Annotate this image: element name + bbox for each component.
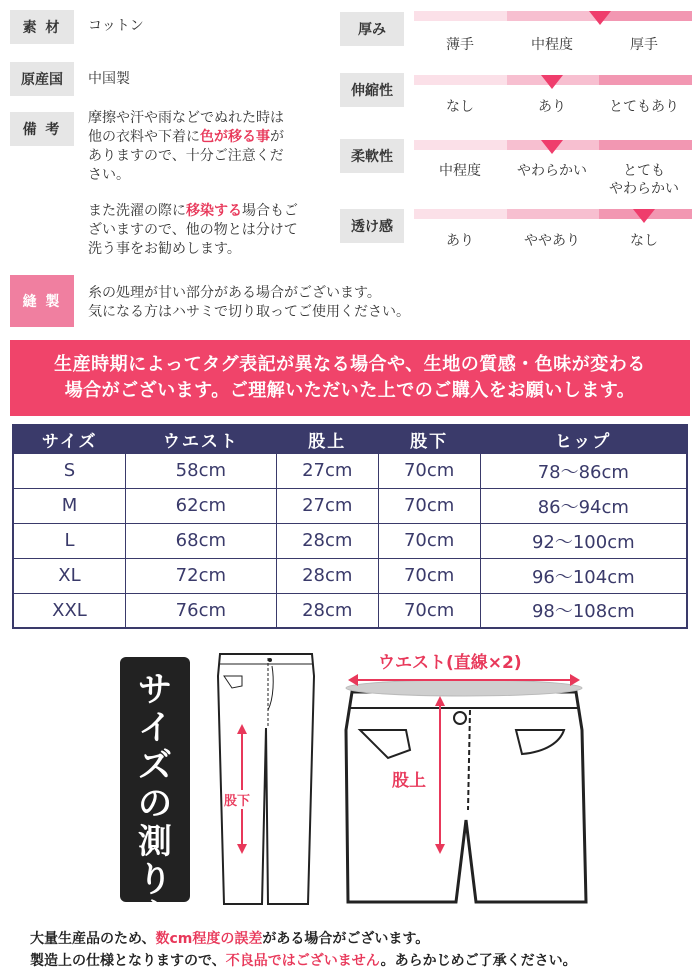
rating-option: とても やわらかい: [609, 163, 679, 197]
table-cell: 58cm: [125, 453, 276, 488]
header-size: サイズ: [13, 425, 125, 453]
rating-marker: [541, 75, 563, 89]
table-cell: L: [13, 523, 125, 558]
table-row: [13, 453, 687, 488]
rating-option: やわらかい: [517, 163, 587, 179]
table-cell: 27cm: [276, 488, 378, 523]
table-cell: 68cm: [125, 523, 276, 558]
table-cell: 70cm: [378, 488, 480, 523]
table-cell: 76cm: [125, 593, 276, 628]
footer-note-2: 製造上の仕様となりますので、不良品ではございません。あらかじめご了承ください。: [30, 953, 577, 969]
table-row: [13, 488, 687, 523]
rating-marker: [633, 209, 655, 223]
table-cell: 70cm: [378, 593, 480, 628]
rating-option: なし: [630, 233, 658, 249]
notice-banner: [10, 340, 690, 416]
table-cell: XL: [13, 558, 125, 593]
table-cell: 62cm: [125, 488, 276, 523]
header-inseam: 股下: [378, 425, 480, 453]
rating-option: 中程度: [439, 163, 481, 179]
measure-title-text: サイズの測り方: [138, 670, 172, 938]
rating-label: 透け感: [340, 209, 404, 243]
table-cell: XXL: [13, 593, 125, 628]
table-cell: 27cm: [276, 453, 378, 488]
size-table: [12, 424, 688, 629]
remarks-text-1: 摩擦や汗や雨などでぬれた時は 他の衣料や下着に色が移る事が ありますので、十分ご注意くだ さい。: [88, 110, 284, 183]
header-rise: 股上: [276, 425, 378, 453]
rating-label: 柔軟性: [340, 139, 404, 173]
table-cell: 78〜86cm: [480, 453, 687, 488]
rise-label: 股上: [392, 766, 426, 791]
jeans-full-illustration: [212, 648, 322, 910]
notice-line-2: 場合がございます。ご理解いただいた上でのご購入をお願いします。: [64, 380, 636, 401]
table-cell: 28cm: [276, 523, 378, 558]
origin-label: 原産国: [10, 62, 74, 96]
material-value: コットン: [88, 18, 144, 34]
header-hip: ヒップ: [480, 425, 687, 453]
rating-option: あり: [538, 99, 566, 115]
table-row: [13, 558, 687, 593]
rating-option: 中程度: [531, 37, 573, 53]
notice-line-1: 生産時期によってタグ表記が異なる場合や、生地の質感・色味が変わる: [54, 354, 646, 375]
inseam-label: 股下: [224, 790, 250, 809]
measure-title: [120, 657, 190, 938]
rating-option: あり: [446, 233, 474, 249]
rating-label: 伸縮性: [340, 73, 404, 107]
table-cell: 70cm: [378, 453, 480, 488]
rating-marker: [541, 140, 563, 154]
rating-label: 厚み: [340, 12, 404, 46]
sewing-label: 縫 製: [10, 275, 74, 327]
table-row: [13, 523, 687, 558]
table-row: [13, 593, 687, 628]
table-cell: M: [13, 488, 125, 523]
rating-option: とてもあり: [609, 99, 679, 115]
table-cell: 72cm: [125, 558, 276, 593]
rating-option: 厚手: [630, 37, 658, 53]
origin-value: 中国製: [88, 71, 130, 87]
table-cell: 86〜94cm: [480, 488, 687, 523]
table-cell: 28cm: [276, 558, 378, 593]
table-cell: 96〜104cm: [480, 558, 687, 593]
rating-option: なし: [446, 99, 474, 115]
material-label: 素 材: [10, 10, 74, 44]
jeans-waist-illustration: [340, 670, 590, 910]
remarks-text-2: また洗濯の際に移染する場合もご ざいますので、他の物とは分けて 洗う事をお勧めします。: [88, 203, 298, 257]
table-cell: 28cm: [276, 593, 378, 628]
size-table-header: [13, 425, 687, 453]
table-cell: S: [13, 453, 125, 488]
rating-bar: [414, 11, 692, 21]
remarks-label: 備 考: [10, 112, 74, 146]
waist-label: ウエスト(直線×2): [378, 653, 522, 673]
rating-marker: [589, 11, 611, 25]
rating-option: ややあり: [524, 233, 580, 249]
rating-option: 薄手: [446, 37, 474, 53]
table-cell: 70cm: [378, 523, 480, 558]
footer-note-1: 大量生産品のため、数cm程度の誤差がある場合がございます。: [30, 931, 430, 947]
table-cell: 70cm: [378, 558, 480, 593]
table-cell: 98〜108cm: [480, 593, 687, 628]
table-cell: 92〜100cm: [480, 523, 687, 558]
header-waist: ウエスト: [125, 425, 276, 453]
sewing-text: 糸の処理が甘い部分がある場合がございます。 気になる方はハサミで切り取ってご使用ください。: [88, 285, 410, 320]
